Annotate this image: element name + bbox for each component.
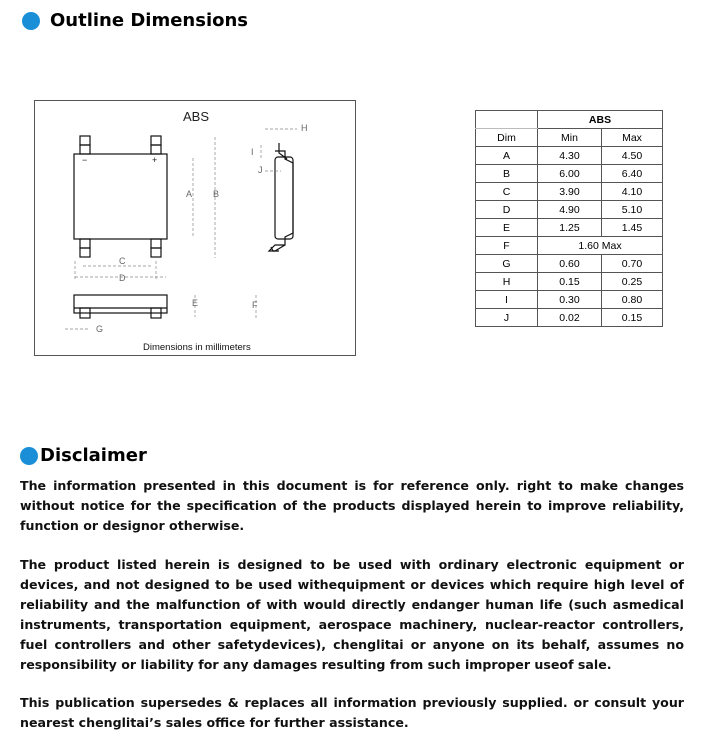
max-cell: 0.80 [602,291,663,309]
dim-label-b: B [213,189,220,199]
header-dim: Dim [476,129,538,147]
table-row [476,309,663,327]
dim-label-j: J [258,165,263,175]
dim-label-h: H [301,123,308,133]
dim-label-a: A [186,189,193,199]
max-cell: 0.15 [602,309,663,327]
dim-cell: A [476,147,538,165]
package-drawing [35,101,355,355]
min-cell: 4.30 [538,147,602,165]
disclaimer-paragraph-1: The information presented in this document is for reference only. right to make changes without notice for the specification of the products displayed herein to improve reliability, function or designor otherwise. [20,478,684,533]
min-cell: 1.25 [538,219,602,237]
table-row [476,219,663,237]
table-row [476,273,663,291]
min-cell: 4.90 [538,201,602,219]
top-view-body [74,154,167,239]
outline-drawing [34,100,356,356]
table-header-package-row [476,111,663,129]
dim-cell: J [476,309,538,327]
table-row [476,147,663,165]
disclaimer-title: Disclaimer [40,445,147,466]
disclaimer-paragraph-2: The product listed herein is designed to be used with ordinary electronic equipment or devices, and not designed to be used withequipment or devices which require high level of reliability and the malfunction of with would directly endanger human life (such asmedical instruments, transportation equipment, aerospace machinery, nuclear-reactor controllers, fuel controllers and other safetydevices), chenglitai or anyone on its behalf, assumes no responsibility or liability for any damages resulting from such improper useof sale. [20,557,684,672]
header-min: Min [538,129,602,147]
table-row [476,165,663,183]
table-row [476,201,663,219]
max-cell: 4.50 [602,147,663,165]
min-cell: 0.02 [538,309,602,327]
dim-cell: F [476,237,538,255]
max-cell: 6.40 [602,165,663,183]
table-row [476,255,663,273]
dim-cell: H [476,273,538,291]
disclaimer-paragraph-3: This publication supersedes & replaces all information previously supplied. or consult your nearest chenglitai’s sales office for further assistance. [20,695,684,730]
outline-dimensions-title: Outline Dimensions [50,10,249,31]
dim-cell: B [476,165,538,183]
dim-label-g: G [96,324,104,334]
max-cell: 0.25 [602,273,663,291]
header-max: Max [602,129,663,147]
dim-cell: G [476,255,538,273]
dim-label-f: F [252,300,258,310]
dim-cell: E [476,219,538,237]
section-bullet-icon [22,12,40,30]
terminal-minus-label: − [82,155,88,165]
table-row [476,291,663,309]
dim-cell: C [476,183,538,201]
max-cell: 0.70 [602,255,663,273]
dim-label-d: D [119,273,126,283]
table-header-row [476,129,663,147]
min-cell: 3.90 [538,183,602,201]
table-package-header: ABS [538,111,663,129]
value-cell: 1.60 Max [538,237,663,255]
dim-label-c: C [119,256,126,266]
dim-cell: D [476,201,538,219]
units-note: Dimensions in millimeters [143,342,251,353]
dimensions-table [475,110,663,327]
dim-label-e: E [192,298,199,308]
section-bullet-icon [20,447,38,465]
max-cell: 4.10 [602,183,663,201]
min-cell: 0.60 [538,255,602,273]
figure-package-label: ABS [183,109,210,124]
dim-cell: I [476,291,538,309]
min-cell: 0.15 [538,273,602,291]
min-cell: 6.00 [538,165,602,183]
min-cell: 0.30 [538,291,602,309]
table-row [476,183,663,201]
table-row [476,237,663,255]
max-cell: 5.10 [602,201,663,219]
terminal-plus-label: + [152,155,158,165]
front-view-body [74,295,167,313]
dim-label-i: I [251,147,254,157]
max-cell: 1.45 [602,219,663,237]
